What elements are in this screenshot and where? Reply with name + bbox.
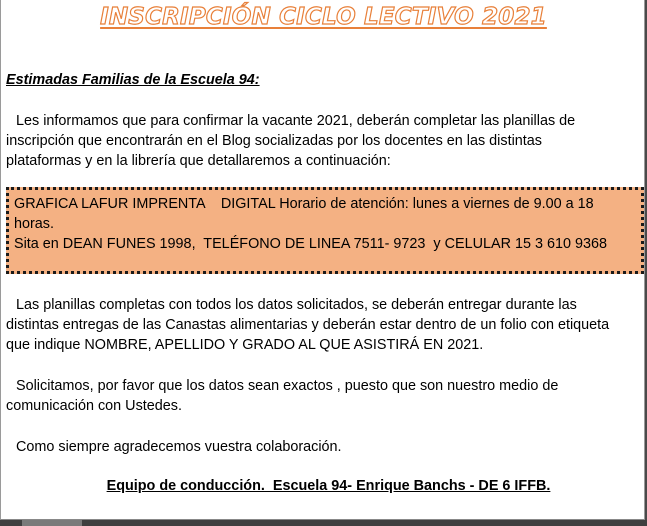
intro-line: inscripción que encontrarán en el Blog socializadas por los docentes en las distintas [6,133,542,149]
intro-line: Les informamos que para confirmar la vacante 2021, deberán completar las planillas de [16,113,576,129]
greeting-heading: Estimadas Familias de la Escuela 94: [6,72,260,88]
delivery-line: distintas entregas de las Canastas alimentarias y deberán estar dentro de un folio con etiqueta [6,317,610,333]
store-info-box [6,187,644,274]
thanks-line: Como siempre agradecemos vuestra colaboración. [16,439,342,455]
document-title: INSCRIPCIÓN CICLO LECTIVO 2021 [100,4,547,30]
intro-paragraph [6,111,634,171]
request-paragraph [6,376,634,416]
signature-line: Equipo de conducción. Escuela 94- Enrique Banchs - DE 6 IFFB. [106,478,551,494]
intro-line: plataformas y en la librería que detallaremos a continuación: [6,153,391,169]
store-info-line: horas. [14,216,54,232]
delivery-paragraph [6,295,634,355]
scrollbar-thumb[interactable] [22,520,82,526]
thanks-paragraph [6,437,634,457]
delivery-line: Las planillas completas con todos los datos solicitados, se deberán entregar durante las [16,297,577,313]
horizontal-scrollbar[interactable] [0,520,647,526]
request-line: Solicitamos, por favor que los datos sean exactos , puesto que son nuestro medio de [16,378,559,394]
delivery-line: que indique NOMBRE, APELLIDO Y GRADO AL QUE ASISTIRÁ EN 2021. [6,337,484,353]
request-line: comunicación con Ustedes. [6,398,182,414]
store-info-line: Sita en DEAN FUNES 1998, TELÉFONO DE LINEA 7511- 9723 y CELULAR 15 3 610 9368 [14,236,607,252]
store-info-line: GRAFICA LAFUR IMPRENTA DIGITAL Horario de atención: lunes a viernes de 9.00 a 18 [14,196,594,212]
